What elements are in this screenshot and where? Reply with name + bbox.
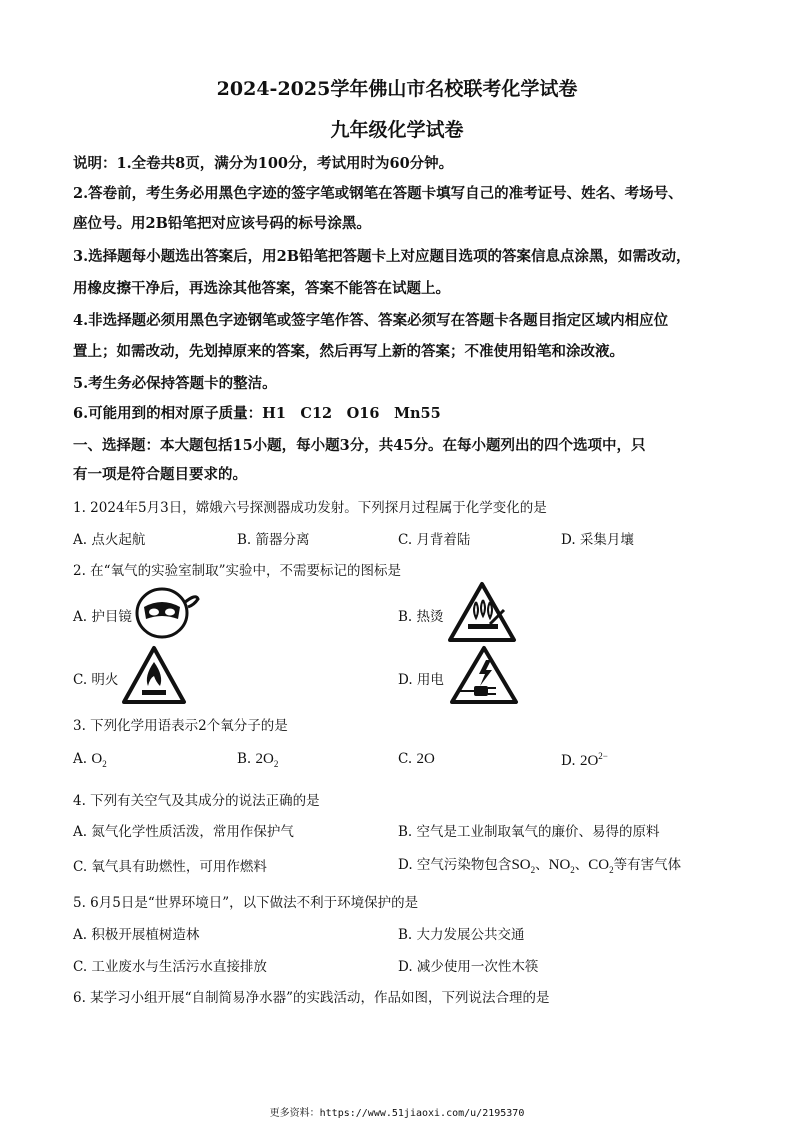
q4-d-co-sub: 2	[609, 865, 614, 875]
q1-option-a: A. 点火起航	[73, 532, 146, 548]
hot-surface-icon	[446, 580, 518, 644]
q3-b-main: 2O	[255, 751, 274, 767]
q3-b-formula	[256, 751, 279, 767]
q3-d-label: D.	[561, 753, 576, 769]
q4-d-so2	[511, 857, 535, 873]
section-heading: 一、选择题：本大题包括15小题，每小题3分，共45分。在每小题列出的四个选项中，只	[73, 437, 646, 454]
q4-d-co: CO	[588, 857, 610, 873]
q3-b-label: B.	[237, 751, 252, 767]
footer-link[interactable]: 更多资料：https://www.51jiaoxi.com/u/2195370	[269, 1108, 525, 1119]
instruction-1: 说明：1.全卷共8页，满分为100分，考试用时为60分钟。	[73, 155, 454, 172]
q4-option-b: B. 空气是工业制取氧气的廉价、易得的原料	[398, 824, 660, 840]
q5-option-c: C. 工业废水与生活污水直接排放	[73, 959, 267, 975]
q4-d-no: NO	[548, 857, 571, 873]
q3-c-label: C.	[398, 751, 413, 767]
q2-option-b: B. 热烫	[398, 609, 444, 625]
instruction-5: 5.考生务必保持答题卡的整洁。	[73, 375, 277, 392]
electricity-icon	[448, 644, 520, 706]
instruction-4: 4.非选择题必须用黑色字迹钢笔或签字笔作答、答案必须写在答题卡各题目指定区域内相应位	[73, 312, 669, 329]
question-6-stem: 6. 某学习小组开展“自制简易净水器”的实践活动，作品如图，下列说法合理的是	[73, 990, 550, 1006]
q3-d-formula	[580, 753, 608, 769]
question-5-stem: 5. 6月5日是“世界环境日”，以下做法不利于环境保护的是	[73, 895, 419, 911]
q3-option-b	[237, 751, 278, 769]
q3-a-sub: 2	[102, 759, 107, 769]
q4-d-so-sub: 2	[530, 865, 536, 875]
q4-d-no2	[549, 857, 575, 873]
instruction-4-cont: 置上；如需改动，先划掉原来的答案，然后再写上新的答案；不准使用铅笔和涂改液。	[73, 343, 624, 360]
q4-option-c: C. 氧气具有助燃性，可用作燃料	[73, 859, 267, 875]
q3-option-a	[73, 751, 107, 769]
q2-option-d: D. 用电	[398, 672, 444, 688]
q3-option-d	[561, 751, 608, 770]
open-flame-icon	[120, 644, 188, 706]
q1-option-d: D. 采集月壤	[561, 532, 634, 548]
q1-option-b: B. 箭器分离	[237, 532, 310, 548]
instruction-2-cont: 座位号。用2B铅笔把对应该号码的标号涂黑。	[73, 215, 371, 232]
q3-c-formula: 2O	[416, 751, 435, 767]
question-2-stem: 2. 在“氧气的实验室制取”实验中，不需要标记的图标是	[73, 563, 401, 579]
question-3-stem: 3. 下列化学用语表示2个氧分子的是	[73, 718, 288, 734]
q1-option-c: C. 月背着陆	[398, 532, 471, 548]
q4-d-sep1: 、	[535, 857, 549, 873]
q2-option-c: C. 明火	[73, 672, 119, 688]
q5-option-b: B. 大力发展公共交通	[398, 927, 525, 943]
instruction-2: 2.答卷前，考生务必用黑色字迹的签字笔或钢笔在答题卡填写自己的准考证号、姓名、考场号、	[73, 185, 683, 202]
q4-d-prefix: D. 空气污染物包含	[398, 857, 512, 873]
page-title: 2024-2025学年佛山市名校联考化学试卷	[216, 78, 578, 100]
q4-d-sep2: 、	[574, 857, 589, 873]
q3-a-formula	[91, 751, 106, 767]
q4-d-so: SO	[511, 857, 531, 873]
q4-d-suffix: 等有害气体	[613, 857, 682, 873]
section-heading-cont: 有一项是符合题目要求的。	[73, 466, 247, 483]
q3-b-sub: 2	[273, 759, 279, 769]
q3-d-sup: 2−	[598, 751, 608, 761]
question-1-stem: 1. 2024年5月3日，嫦娥六号探测器成功发射。下列探月过程属于化学变化的是	[73, 500, 547, 516]
q4-option-d	[398, 853, 681, 875]
instruction-6: 6.可能用到的相对原子质量：H1 C12 O16 Mn55	[73, 405, 441, 422]
goggles-icon	[132, 585, 202, 641]
instruction-3: 3.选择题每小题选出答案后，用2B铅笔把答题卡上对应题目选项的答案信息点涂黑，如需改动，	[73, 248, 691, 265]
question-4-stem: 4. 下列有关空气及其成分的说法正确的是	[73, 793, 320, 809]
q3-a-label: A.	[73, 751, 88, 767]
q5-option-a: A. 积极开展植树造林	[73, 927, 200, 943]
q4-option-a: A. 氮气化学性质活泼，常用作保护气	[73, 824, 294, 840]
q3-option-c	[398, 751, 435, 768]
instruction-3-cont: 用橡皮擦干净后，再选涂其他答案，答案不能答在试题上。	[73, 280, 450, 297]
q4-d-no-sub: 2	[570, 865, 575, 875]
q3-a-main: O	[91, 751, 103, 767]
page-subtitle: 九年级化学试卷	[330, 119, 464, 141]
q5-option-d: D. 减少使用一次性木筷	[398, 959, 539, 975]
q3-d-main: 2O	[579, 753, 599, 769]
q4-d-co2	[588, 857, 613, 873]
q2-option-a: A. 护目镜	[73, 609, 132, 625]
